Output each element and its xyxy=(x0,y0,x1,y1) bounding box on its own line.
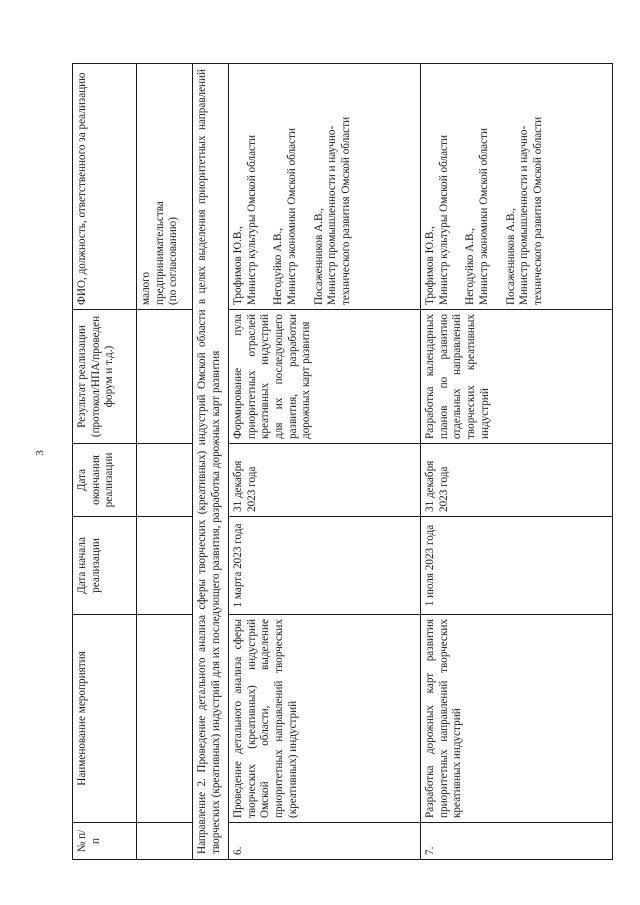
carryover-line-1: малого xyxy=(140,271,152,305)
direction-heading: Направление 2. Проведение детального анализа сферы творческих (креативных) индустрий Омской области в целях выделения приоритетных направлений творческих (креативных) индустрий для их последующего развития, разработка дорожных карт развития xyxy=(193,64,229,860)
carryover-line-2: предпринимательства xyxy=(153,201,166,305)
responsible-2-name: Негодуйко А.В., xyxy=(464,227,477,305)
carryover-start xyxy=(137,517,193,615)
responsible-1-position: Министр культуры Омской области xyxy=(437,135,450,305)
action-plan-table xyxy=(72,63,613,860)
carryover-line-3: (по согласованию) xyxy=(167,217,180,305)
table-row xyxy=(421,64,613,860)
responsible-2-position: Министр экономики Омской области xyxy=(477,128,490,305)
header-name: Наименование мероприятия xyxy=(73,615,137,823)
header-start: Дата начала реализации xyxy=(73,517,137,615)
row-end: 31 декабря 2023 года xyxy=(421,444,613,517)
carryover-end xyxy=(137,444,193,517)
carryover-name xyxy=(137,615,193,823)
row-start: 1 июля 2023 года xyxy=(421,517,613,615)
responsible-3-name: Посаженников А.В., xyxy=(312,208,325,305)
row-end: 31 декабря 2023 года xyxy=(229,444,421,517)
responsible-1-name: Трофимов Ю.В., xyxy=(424,226,436,305)
carryover-result xyxy=(137,310,193,444)
row-responsible xyxy=(421,64,613,310)
header-result: Результат реализации (протокол/НПА/проведен форум и т.д.) xyxy=(73,310,137,444)
row-name: Проведение детального анализа сферы творческих (креативных) индустрий Омской области, выделение приоритетных направлений творческих (креативных) индустрий xyxy=(229,615,421,823)
table-row xyxy=(229,64,421,860)
row-responsible xyxy=(229,64,421,310)
row-no: 6. xyxy=(229,823,421,860)
page-number: 3 xyxy=(33,450,46,456)
carryover-responsible xyxy=(137,64,193,310)
row-start: 1 марта 2023 года xyxy=(229,517,421,615)
responsible-3-position: Министр промышленности и научно-технического развития Омской области xyxy=(518,116,544,305)
header-row xyxy=(73,64,137,860)
responsible-3-name: Посаженников А.В., xyxy=(504,208,517,305)
responsible-1-position: Министр культуры Омской области xyxy=(245,135,258,305)
header-no: № п/п xyxy=(73,823,137,860)
row-name: Разработка дорожных карт развития приоритетных направлений творческих креативных индустрий xyxy=(421,615,613,823)
rotated-table-container xyxy=(72,64,612,860)
row-result: Разработка календарных планов по развитию отдельных направлений творческих креативных индустрий xyxy=(421,310,613,444)
carryover-no xyxy=(137,823,193,860)
carryover-row xyxy=(137,64,193,860)
header-responsible: ФИО, должность, ответственного за реализацию xyxy=(73,64,137,310)
row-no: 7. xyxy=(421,823,613,860)
row-result: Формирование пула приоритетных отраслей креативных индустрий для их последующего развития, разработки дорожных карт развития xyxy=(229,310,421,444)
responsible-3-position: Министр промышленности и научно-технического развития Омской области xyxy=(326,116,352,305)
responsible-1-name: Трофимов Ю.В., xyxy=(232,226,244,305)
responsible-2-name: Негодуйко А.В., xyxy=(272,227,285,305)
direction-row xyxy=(193,64,229,860)
responsible-2-position: Министр экономики Омской области xyxy=(285,128,298,305)
header-end: Дата окончания реализации xyxy=(73,444,137,517)
